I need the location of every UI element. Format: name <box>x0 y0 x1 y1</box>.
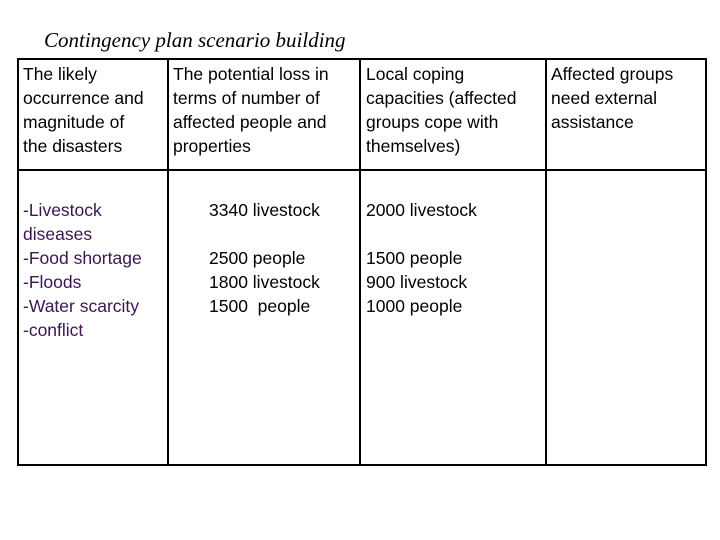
header-line: capacities (affected <box>366 88 517 108</box>
coping-item: 900 livestock <box>366 272 468 292</box>
scenario-table <box>17 58 707 466</box>
coping-cell <box>366 198 477 318</box>
header-line: occurrence and <box>23 88 144 108</box>
losses-cell <box>209 198 320 318</box>
disaster-item: -Floods <box>23 272 82 292</box>
loss-item <box>209 222 320 246</box>
header-line: assistance <box>551 112 634 132</box>
disaster-item: -Livestock <box>23 200 102 220</box>
header-likely-occurrence <box>23 62 144 158</box>
loss-item: 3340 livestock <box>209 200 320 220</box>
loss-item: 1800 livestock <box>209 272 320 292</box>
column-divider <box>359 60 361 464</box>
column-divider <box>545 60 547 464</box>
loss-item: 2500 people <box>209 248 306 268</box>
disasters-cell <box>23 198 142 342</box>
header-line: The likely <box>23 64 97 84</box>
disaster-item: -Food shortage <box>23 248 142 268</box>
column-divider <box>167 60 169 464</box>
disaster-item: diseases <box>23 224 93 244</box>
header-line: properties <box>173 136 251 156</box>
coping-item: 1500 people <box>366 248 463 268</box>
header-line: Affected groups <box>551 64 674 84</box>
header-line: terms of number of <box>173 88 320 108</box>
header-line: themselves) <box>366 136 461 156</box>
header-line: magnitude of <box>23 112 125 132</box>
header-line: The potential loss in <box>173 64 329 84</box>
disaster-item: -Water scarcity <box>23 296 140 316</box>
header-potential-loss <box>173 62 329 158</box>
loss-item: 1500 people <box>209 296 311 316</box>
coping-item: 1000 people <box>366 296 463 316</box>
header-line: need external <box>551 88 658 108</box>
coping-item: 2000 livestock <box>366 200 477 220</box>
header-local-coping <box>366 62 516 158</box>
coping-item <box>366 222 477 246</box>
header-line: affected people and <box>173 112 327 132</box>
header-line: Local coping <box>366 64 465 84</box>
slide-title: Contingency plan scenario building <box>44 28 346 52</box>
header-line: groups cope with <box>366 112 499 132</box>
header-external-assistance <box>551 62 673 134</box>
header-divider <box>19 169 705 171</box>
header-line: the disasters <box>23 136 123 156</box>
disaster-item: -conflict <box>23 320 84 340</box>
